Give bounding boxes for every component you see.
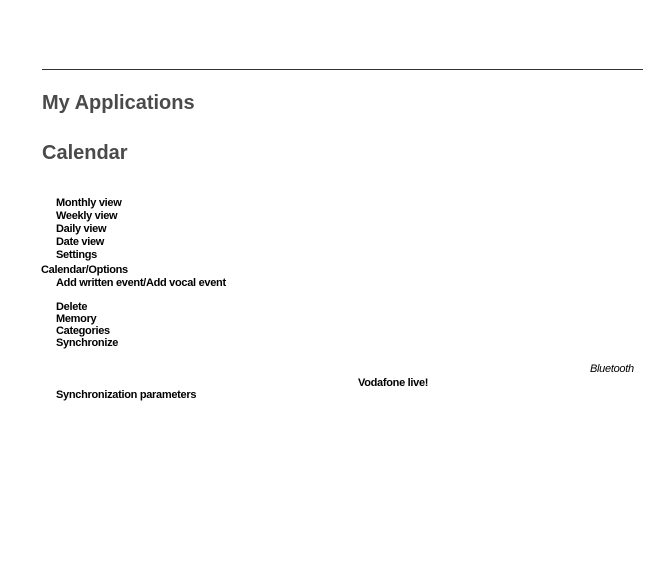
top-divider [42, 69, 643, 70]
synchronize-item: Synchronize [56, 337, 119, 349]
vodafone-live-label: Vodafone live! [358, 377, 429, 389]
monthly-view-item: Monthly view [56, 197, 122, 209]
bluetooth-label: Bluetooth [590, 363, 634, 375]
calendar-options-heading: Calendar/Options [41, 264, 128, 276]
date-view-item: Date view [56, 236, 105, 248]
add-event-item: Add written event/Add vocal event [56, 277, 226, 289]
section-title: My Applications [42, 92, 195, 114]
memory-item: Memory [56, 313, 97, 325]
daily-view-item: Daily view [56, 223, 107, 235]
chapter-title: Calendar [42, 142, 128, 164]
settings-item: Settings [56, 249, 97, 261]
delete-item: Delete [56, 301, 88, 313]
sync-parameters-item: Synchronization parameters [56, 389, 197, 401]
categories-item: Categories [56, 325, 110, 337]
weekly-view-item: Weekly view [56, 210, 118, 222]
